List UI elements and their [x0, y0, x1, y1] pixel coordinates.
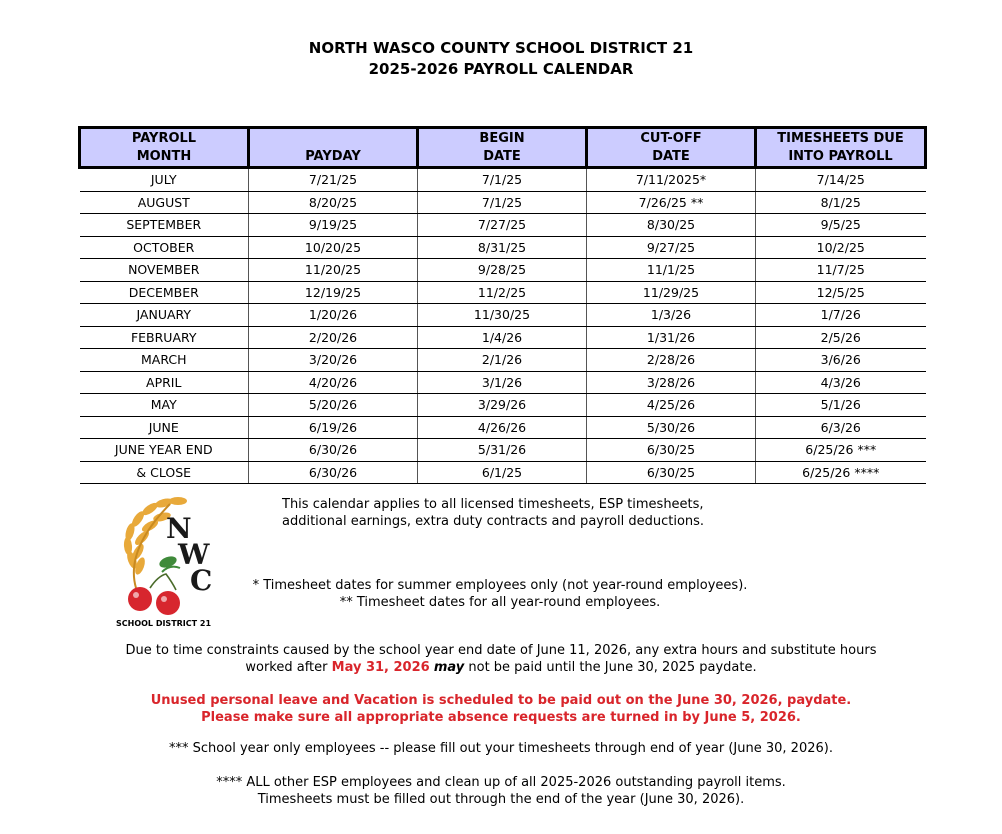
table-row: [80, 371, 926, 394]
table-cell: 11/20/25: [249, 259, 418, 282]
logo-letter-c: C: [190, 564, 213, 597]
table-cell: 6/1/25: [418, 461, 587, 484]
col-header-payroll-month: PAYROLL MONTH: [80, 128, 249, 168]
table-cell: 4/20/26: [249, 371, 418, 394]
table-cell: 1/4/26: [418, 326, 587, 349]
applies-note: This calendar applies to all licensed timesheets, ESP timesheets, additional earnings, extra duty contracts and payroll deductions.: [282, 497, 705, 529]
table-cell: 4/25/26: [587, 394, 756, 417]
table-cell: MAY: [80, 394, 249, 417]
table-cell: JANUARY: [80, 304, 249, 327]
table-cell: 2/1/26: [418, 349, 587, 372]
table-cell: 12/5/25: [756, 281, 926, 304]
document-title: [0, 38, 1002, 80]
col-header-payday: PAYDAY: [249, 128, 418, 168]
col-header-cutoff-date: CUT-OFF DATE: [587, 128, 756, 168]
table-cell: 6/19/26: [249, 416, 418, 439]
table-cell: 2/20/26: [249, 326, 418, 349]
table-cell: 8/20/25: [249, 191, 418, 214]
payroll-calendar-table: [78, 126, 927, 484]
table-row: [80, 259, 926, 282]
footnote-triple-star: *** School year only employees -- please fill out your timesheets through end of year (June 30, 2026).: [169, 741, 833, 756]
table-cell: JUNE YEAR END: [80, 439, 249, 462]
table-cell: 3/28/26: [587, 371, 756, 394]
table-cell: 9/19/25: [249, 214, 418, 237]
table-cell: 10/2/25: [756, 236, 926, 259]
table-cell: 11/29/25: [587, 281, 756, 304]
table-cell: 6/25/26 ****: [756, 461, 926, 484]
table-cell: 6/25/26 ***: [756, 439, 926, 462]
table-row: [80, 394, 926, 417]
table-cell: 11/30/25: [418, 304, 587, 327]
table-cell: 5/1/26: [756, 394, 926, 417]
table-cell: 7/14/25: [756, 168, 926, 192]
table-cell: FEBRUARY: [80, 326, 249, 349]
table-cell: AUGUST: [80, 191, 249, 214]
table-cell: SEPTEMBER: [80, 214, 249, 237]
table-cell: 3/1/26: [418, 371, 587, 394]
table-cell: 7/27/25: [418, 214, 587, 237]
table-cell: 6/30/26: [249, 461, 418, 484]
table-cell: 3/29/26: [418, 394, 587, 417]
table-cell: 5/31/26: [418, 439, 587, 462]
table-cell: MARCH: [80, 349, 249, 372]
table-cell: 6/30/25: [587, 439, 756, 462]
col-header-timesheets-due: TIMESHEETS DUE INTO PAYROLL: [756, 128, 926, 168]
table-cell: 7/21/25: [249, 168, 418, 192]
table-cell: 1/20/26: [249, 304, 418, 327]
may-emphasis: may: [433, 660, 465, 675]
table-row: [80, 281, 926, 304]
table-row: [80, 349, 926, 372]
table-cell: 11/2/25: [418, 281, 587, 304]
table-cell: 2/5/26: [756, 326, 926, 349]
table-cell: 9/5/25: [756, 214, 926, 237]
footnote-double-star: ** Timesheet dates for all year-round employees.: [339, 595, 661, 610]
table-cell: 7/1/25: [418, 191, 587, 214]
table-row: [80, 326, 926, 349]
table-row: [80, 416, 926, 439]
footnote-single-star: * Timesheet dates for summer employees only (not year-round employees).: [252, 578, 748, 593]
table-cell: JULY: [80, 168, 249, 192]
table-cell: NOVEMBER: [80, 259, 249, 282]
table-cell: 9/28/25: [418, 259, 587, 282]
table-cell: 7/11/2025*: [587, 168, 756, 192]
calendar-title: 2025-2026 PAYROLL CALENDAR: [368, 60, 634, 78]
table-cell: 3/20/26: [249, 349, 418, 372]
table-cell: & CLOSE: [80, 461, 249, 484]
table-cell: 2/28/26: [587, 349, 756, 372]
col-header-begin-date: BEGIN DATE: [418, 128, 587, 168]
table-cell: 11/7/25: [756, 259, 926, 282]
logo-caption: SCHOOL DISTRICT 21: [116, 619, 212, 628]
table-cell: 5/20/26: [249, 394, 418, 417]
table-cell: 1/7/26: [756, 304, 926, 327]
table-cell: DECEMBER: [80, 281, 249, 304]
table-cell: 7/1/25: [418, 168, 587, 192]
table-cell: JUNE: [80, 416, 249, 439]
table-cell: 8/30/25: [587, 214, 756, 237]
table-row: [80, 461, 926, 484]
table-cell: 8/1/25: [756, 191, 926, 214]
table-row: [80, 214, 926, 237]
table-row: [80, 304, 926, 327]
table-cell: 10/20/25: [249, 236, 418, 259]
logo-letter-n: N: [166, 512, 192, 545]
logo-letter-w: W: [178, 538, 210, 571]
table-cell: 4/3/26: [756, 371, 926, 394]
table-cell: 4/26/26: [418, 416, 587, 439]
time-constraint-note: Due to time constraints caused by the school year end date of June 11, 2026, any extra hours and substitute hours worked after May 31, 2026 may not be paid until the June 30, 2025 paydate.: [125, 643, 877, 675]
table-cell: 9/27/25: [587, 236, 756, 259]
table-row: [80, 439, 926, 462]
table-cell: 12/19/25: [249, 281, 418, 304]
table-cell: 3/6/26: [756, 349, 926, 372]
footnote-quad-star: **** ALL other ESP employees and clean up of all 2025-2026 outstanding payroll items. Timesheets must be filled out through the end of the year (June 30, 2026).: [216, 775, 786, 807]
table-cell: 8/31/25: [418, 236, 587, 259]
table-cell: 7/26/25 **: [587, 191, 756, 214]
district-name: NORTH WASCO COUNTY SCHOOL DISTRICT 21: [308, 39, 694, 57]
table-cell: APRIL: [80, 371, 249, 394]
table-cell: 6/3/26: [756, 416, 926, 439]
leave-payout-notice: Unused personal leave and Vacation is scheduled to be paid out on the June 30, 2026, paydate. Please make sure all appropriate absence requests are turned in by June 5, 2026.: [150, 693, 852, 725]
table-row: [80, 168, 926, 192]
table-cell: 1/31/26: [587, 326, 756, 349]
table-cell: 1/3/26: [587, 304, 756, 327]
deadline-date: May 31, 2026: [331, 660, 430, 675]
table-cell: 6/30/25: [587, 461, 756, 484]
table-row: [80, 236, 926, 259]
table-cell: 11/1/25: [587, 259, 756, 282]
table-header-row: [80, 128, 926, 168]
table-cell: 5/30/26: [587, 416, 756, 439]
table-cell: OCTOBER: [80, 236, 249, 259]
table-cell: 6/30/26: [249, 439, 418, 462]
table-row: [80, 191, 926, 214]
